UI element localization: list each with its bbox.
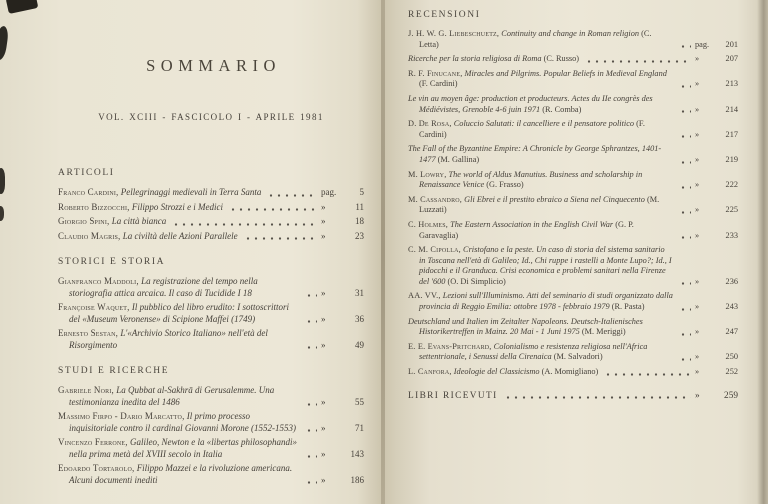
- page-number: 259: [724, 390, 738, 401]
- page-ref: »: [321, 287, 326, 298]
- entry-title: Le vin au moyen âge: production et producteurs. Actes du IIe congrès des Médiévistes, Grenoble 4-6 juin 1971: [408, 93, 653, 114]
- page-number: 214: [725, 104, 738, 114]
- dot-leader: [585, 60, 691, 63]
- journal-volume-line: VOL. XCIII - FASCICOLO I - APRILE 1981: [98, 112, 324, 122]
- entry-title: Cristofano e la peste. Un caso di storia del sistema sanitario in Toscana nell'età di Galileo; Id., Chi ruppe i rastelli a Monte Lupo?; Id., I pidocchi e il Granduca. Crisi economica e problemi sanitari nella Firenze del '600: [419, 245, 672, 286]
- dot-leader: [679, 211, 691, 214]
- entry-title: Coluccio Salutati: il cancelliere e il pensatore politico: [453, 119, 635, 129]
- entry-text: [408, 69, 673, 90]
- section-heading: STORICI E STORIA: [58, 257, 166, 267]
- entry-text: [58, 276, 299, 299]
- entry-title: Pellegrinaggi medievali in Terra Santa: [120, 187, 262, 197]
- page-number: 247: [725, 327, 738, 337]
- dot-leader: [305, 455, 317, 458]
- page-number: 207: [725, 54, 738, 64]
- dot-leader: [679, 110, 691, 113]
- page-number: 243: [725, 302, 738, 312]
- dot-leader: [679, 161, 691, 164]
- dot-leader: [679, 135, 691, 138]
- review-entry: [408, 367, 738, 378]
- entry-text: [58, 437, 299, 460]
- page-ref: »: [321, 201, 326, 212]
- section-heading-recensioni: RECENSIONI: [408, 10, 481, 20]
- dot-leader: [604, 373, 691, 376]
- entry-text: [408, 245, 673, 287]
- entry-text: [408, 170, 673, 191]
- entry-author: D. De Rosa,: [408, 119, 452, 129]
- entry-author: Giorgio Spini,: [58, 216, 110, 226]
- section-studi-e-ricerche: [58, 366, 364, 486]
- entry-text: [408, 367, 598, 378]
- page-number: 217: [725, 129, 738, 139]
- page-number: 236: [725, 276, 738, 286]
- section-heading: STUDI E RICERCHE: [58, 366, 170, 376]
- entry-title: The Fall of the Byzantine Empire: A Chronicle by George Sphrantzes, 1401-1477: [408, 144, 662, 164]
- page-number: 201: [725, 39, 738, 49]
- page-ref: »: [321, 448, 326, 459]
- page-ref: »: [695, 180, 700, 190]
- review-entry: [408, 54, 738, 65]
- entry-reviewer: (R. Comba): [542, 104, 582, 114]
- page-ref: »: [695, 327, 700, 337]
- entry-text: [58, 328, 299, 351]
- page-number: 250: [725, 352, 738, 362]
- entry-author: M. Lowry,: [408, 169, 447, 179]
- page-number: 213: [725, 79, 738, 89]
- entry-text: [58, 187, 261, 199]
- entry-reviewer: (C. Russo): [543, 54, 580, 64]
- page-ref: »: [695, 205, 700, 215]
- dot-leader: [679, 85, 691, 88]
- entry-text: [58, 216, 166, 228]
- dot-leader: [305, 429, 317, 432]
- toc-entry: [58, 463, 364, 486]
- entry-title: Deutschland und Italien im Zeitalter Napoleons. Deutsch-Italienisches Historikertreffen in Mainz. 20 Mai - 1 Juni 1975: [408, 316, 643, 337]
- page-ref: »: [695, 352, 700, 362]
- dot-leader: [679, 236, 691, 239]
- entry-author: Vincenzo Ferrone,: [58, 437, 128, 447]
- entry-author: M. Cassandro,: [408, 194, 463, 204]
- dot-leader: [305, 320, 317, 323]
- entry-title: Ricerche per la storia religiosa di Roma: [408, 54, 542, 64]
- left-page: [58, 56, 364, 489]
- entry-author: C. M. Cipolla,: [408, 245, 461, 255]
- page-ref: »: [695, 230, 700, 240]
- entry-title: Lezioni sull'Illuminismo. Atti del seminario di studi organizzato dalla provincia di Reggio Emilia: ottobre 1978 - febbraio 1979: [419, 291, 673, 312]
- entry-title: Miracles and Pilgrims. Popular Beliefs in Medieval England: [464, 68, 667, 78]
- page-number: 186: [350, 474, 364, 485]
- libri-ricevuti-row: [408, 391, 738, 401]
- toc-entry: [58, 276, 364, 299]
- page-ref: »: [695, 276, 700, 286]
- review-entry: [408, 342, 738, 363]
- page-number: 36: [355, 313, 364, 324]
- review-entry: [408, 195, 738, 216]
- entry-author: J. H. W. G. Liebeschuetz,: [408, 29, 500, 38]
- page-ref: »: [695, 154, 700, 164]
- toc-entry: [58, 231, 364, 243]
- page-ref: »: [695, 129, 700, 139]
- section-heading: ARTICOLI: [58, 168, 115, 178]
- entry-reviewer: (F. Cardini): [419, 79, 458, 89]
- entry-text: [408, 220, 673, 241]
- entry-text: [58, 463, 299, 486]
- entry-title: The world of Aldus Manutius. Business and scholarship in Renaissance Venice: [419, 169, 643, 190]
- entry-title: Il pubblico del libro erudito: I sottoscrittori del «Museum Veronense» di Scipione Maffei (1749): [69, 302, 289, 324]
- entry-reviewer: (M. Salvadori): [553, 352, 603, 362]
- entry-text: [58, 231, 238, 243]
- entry-author: AA. VV.,: [408, 291, 441, 301]
- entry-title: Galileo, Newton e la «libertas philosophandi» nella prima metà del XVIII secolo in Italia: [69, 437, 297, 459]
- page-ref: »: [321, 230, 326, 241]
- page-ref: »: [321, 216, 326, 226]
- page-number: 233: [725, 230, 738, 240]
- entry-title: L'«Archivio Storico Italiano» nell'età del Risorgimento: [69, 328, 268, 350]
- page-number: 18: [355, 216, 364, 226]
- entry-reviewer: (M. Gallina): [437, 154, 480, 164]
- page-number: 252: [725, 367, 738, 377]
- review-entry: [408, 29, 738, 50]
- page-number: 71: [355, 422, 364, 433]
- page-ref: »: [321, 474, 326, 485]
- entry-reviewer: (A. Momigliano): [541, 367, 599, 377]
- page-ref: »: [321, 422, 326, 433]
- page-number: 23: [355, 230, 364, 241]
- entry-text: [58, 411, 299, 434]
- page-ref: »: [695, 302, 700, 312]
- entry-author: Edoardo Tortarolo,: [58, 463, 135, 473]
- page-number: 49: [355, 339, 364, 350]
- entry-reviewer: (M. Meriggi): [581, 327, 626, 337]
- entry-reviewer: (G. Frasso): [486, 180, 524, 190]
- entry-title: Filippo Mazzei e la rivoluzione americana. Alcuni documenti inediti: [69, 463, 293, 485]
- entry-text: [408, 291, 673, 312]
- entry-author: Françoise Waquet,: [58, 302, 130, 312]
- page-ref: »: [321, 313, 326, 324]
- toc-entry: [58, 187, 364, 199]
- dot-leader: [244, 237, 317, 240]
- page-ref: pag.: [321, 187, 337, 197]
- entry-title: Gli Ebrei e il prestito ebraico a Siena nel Cinquecento: [464, 194, 645, 204]
- entry-author: Massimo Firpo - Dario Marcatto,: [58, 411, 185, 421]
- entry-text: [408, 342, 673, 363]
- entry-text: [408, 119, 673, 140]
- entry-title: The Eastern Association in the English Civil War: [450, 219, 614, 229]
- toc-entry: [58, 437, 364, 460]
- page-number: 222: [725, 180, 738, 190]
- toc-entry: [58, 385, 364, 408]
- entry-title: Ideologie del Classicismo: [453, 367, 540, 377]
- dot-leader: [305, 403, 317, 406]
- entry-text: [408, 29, 673, 50]
- entry-title: La civiltà delle Azioni Parallele: [122, 230, 238, 241]
- entry-text: [58, 302, 299, 325]
- entry-title: Il primo processo inquisitoriale contro il cardinal Giovanni Morone (1552-1553): [69, 411, 296, 433]
- entry-reviewer: (M. Luzzati): [419, 194, 660, 215]
- dot-leader: [305, 294, 317, 297]
- page-ref: »: [695, 54, 700, 64]
- page-ref: »: [321, 396, 326, 407]
- toc-entry: [58, 216, 364, 228]
- review-entry: [408, 291, 738, 312]
- toc-entry: [58, 411, 364, 434]
- page-ref: »: [695, 390, 700, 401]
- page-ref: »: [695, 367, 700, 377]
- dot-leader: [305, 346, 317, 349]
- entry-author: E. E. Evans-Pritchard,: [408, 341, 492, 351]
- entry-reviewer: (G. P. Garavaglia): [419, 219, 634, 240]
- review-entry: [408, 170, 738, 191]
- dot-leader: [172, 223, 317, 226]
- entry-title: Filippo Strozzi e i Medici: [131, 201, 224, 212]
- page-number: 225: [725, 205, 738, 215]
- section-storici-e-storia: [58, 257, 364, 351]
- page-title: SOMMARIO: [146, 56, 281, 75]
- dot-leader: [679, 186, 691, 189]
- section-articoli: [58, 168, 364, 242]
- review-entry: [408, 317, 738, 338]
- review-entry: [408, 245, 738, 287]
- entry-title: Continuity and change in Roman religion: [501, 29, 640, 38]
- entry-text: [408, 144, 673, 165]
- page-edge-shadow: [757, 0, 768, 504]
- entry-text: [58, 202, 223, 214]
- entry-title: La Qubbat al-Sakhrā di Gerusalemme. Una testimonianza inedita del 1486: [69, 385, 275, 407]
- dot-leader: [679, 333, 691, 336]
- entry-title: La città bianca: [111, 216, 167, 226]
- entry-text: [408, 317, 673, 338]
- review-entry: [408, 144, 738, 165]
- entry-author: Gabriele Nori,: [58, 385, 114, 395]
- page-number: 11: [355, 201, 364, 212]
- dot-leader: [305, 481, 317, 484]
- page-ref: pag.: [695, 39, 710, 49]
- entry-author: R. F. Finucane,: [408, 68, 463, 78]
- entry-text: [58, 385, 299, 408]
- review-entry: [408, 94, 738, 115]
- page-ref: »: [695, 79, 700, 89]
- review-entry: [408, 220, 738, 241]
- dot-leader: [679, 282, 691, 285]
- entry-author: Claudio Magris,: [58, 230, 121, 241]
- entry-text: [408, 94, 673, 115]
- entry-title: La registrazione del tempo nella storiografia attica arcaica. Il caso di Tucidide I 18: [69, 276, 258, 298]
- dot-leader: [679, 358, 691, 361]
- dot-leader: [679, 308, 691, 311]
- entry-author: L. Canfora,: [408, 367, 452, 377]
- entry-author: C. Holmes,: [408, 219, 449, 229]
- page-ref: »: [321, 339, 326, 350]
- page-number: 31: [355, 287, 364, 298]
- toc-entry: [58, 328, 364, 351]
- entry-author: Ernesto Sestan,: [58, 328, 119, 338]
- right-page: [408, 10, 738, 401]
- scan-artifact-edge-2: [0, 168, 5, 194]
- entry-text: [408, 195, 673, 216]
- page-number: 219: [725, 154, 738, 164]
- entry-reviewer: (R. Pasta): [611, 302, 645, 312]
- dot-leader: [229, 208, 317, 211]
- dot-leader: [679, 45, 691, 48]
- entry-title: Colonialismo e resistenza religiosa nell'Africa settentrionale, i Senussi della Cirenaica: [419, 341, 648, 362]
- libri-ricevuti-label: LIBRI RICEVUTI: [408, 390, 498, 401]
- dot-leader: [267, 194, 317, 197]
- entry-text: [408, 54, 579, 65]
- page-ref: »: [695, 104, 700, 114]
- entry-author: Gianfranco Maddoli,: [58, 276, 139, 286]
- book-spine: [381, 0, 385, 504]
- review-entry: [408, 69, 738, 90]
- dot-leader: [504, 396, 691, 399]
- page-number: 143: [350, 448, 364, 459]
- toc-entry: [58, 202, 364, 214]
- page-number: 55: [355, 396, 364, 407]
- page-number: 5: [359, 187, 364, 197]
- entry-reviewer: (O. Di Simplicio): [447, 276, 506, 286]
- toc-entry: [58, 302, 364, 325]
- entry-reviewer: (F. Cardini): [419, 119, 645, 139]
- entry-author: Roberto Bizzocchi,: [58, 201, 130, 212]
- entry-reviewer: (C. Letta): [419, 29, 652, 49]
- review-entry: [408, 119, 738, 140]
- entry-author: Franco Cardini,: [58, 187, 119, 197]
